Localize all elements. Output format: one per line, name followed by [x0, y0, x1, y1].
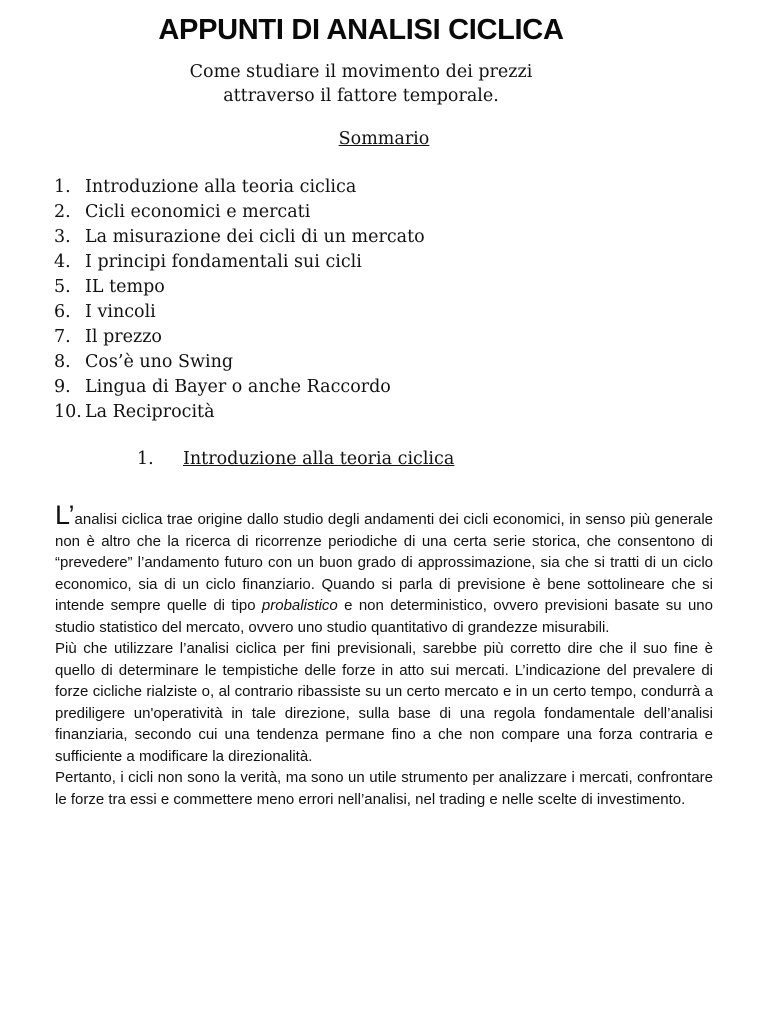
toc-item-number: 8.: [54, 352, 71, 372]
toc-item: [54, 400, 425, 425]
subtitle-line-1: Come studiare il movimento dei prezzi: [189, 62, 533, 82]
toc-item-number: 3.: [54, 227, 71, 247]
toc-item-label: La misurazione dei cicli di un mercato: [85, 227, 425, 247]
toc-item-number: 4.: [54, 252, 71, 272]
toc-item-label: I principi fondamentali sui cicli: [85, 252, 362, 272]
paragraph: [55, 500, 713, 638]
toc-item: [54, 275, 425, 300]
toc-item: [54, 300, 425, 325]
toc-item-number: 5.: [54, 277, 71, 297]
toc-item-number: 6.: [54, 302, 71, 322]
toc-item-label: Introduzione alla teoria ciclica: [85, 177, 357, 197]
toc-item-number: 1.: [54, 177, 71, 197]
toc-item: [54, 375, 425, 400]
toc-item-label: Cos’è uno Swing: [85, 352, 234, 372]
paragraph-text: e non deterministico, ovvero previsioni basate su uno studio statistico del mercato, ovvero uno studio quantitativo di grandezze misurabili.: [55, 597, 713, 636]
table-of-contents: [54, 175, 425, 425]
paragraph: Più che utilizzare l’analisi ciclica per fini previsionali, sarebbe più corretto dire che il suo fine è quello di determinare le tempistiche delle forze in atto sui mercati. L’indicazione del prevalere di forze cicliche rialziste o, al contrario ribassiste su un certo mercato e in un certo tempo, condurrà a prediligere un'operatività in tale direzione, sulla base di una regola fondamentale dell’analisi finanziaria, secondo cui una tendenza permane fino a che non compare una forza contraria e sufficiente a modificare la direzionalità.: [55, 640, 713, 765]
toc-item: [54, 250, 425, 275]
section-body: [55, 500, 713, 810]
toc-item: [54, 175, 425, 200]
toc-item: [54, 225, 425, 250]
toc-item-label: I vincoli: [85, 302, 156, 322]
toc-item-number: 9.: [54, 377, 71, 397]
toc-item-number: 10.: [54, 402, 82, 422]
emphasis-text: probalistico: [261, 597, 338, 614]
subtitle-line-2: attraverso il fattore temporale.: [223, 86, 499, 106]
toc-item-number: 7.: [54, 327, 71, 347]
section-title: Introduzione alla teoria ciclica: [183, 449, 455, 469]
toc-item-label: IL tempo: [85, 277, 165, 297]
document-title: APPUNTI DI ANALISI CICLICA: [158, 14, 564, 46]
drop-cap: L’: [55, 500, 75, 530]
toc-item-label: La Reciprocità: [85, 402, 215, 422]
section-number: 1.: [137, 449, 154, 469]
toc-item: [54, 350, 425, 375]
paragraph-text: analisi ciclica trae origine dallo studio degli andamenti dei cicli economici, in senso più generale non è altro che la ricerca di ricorrenze periodiche di una certa serie storica, che consentono di “prevedere” l’andamento futuro con un buon grado di approssimazione, sia che si tratti di un ciclo economico, sia di un ciclo finanziario. Quando si parla di previsione è bene sottolineare che si intende sempre quelle di tipo: [55, 511, 713, 614]
toc-item-label: Lingua di Bayer o anche Raccordo: [85, 377, 391, 397]
toc-item-label: Il prezzo: [85, 327, 162, 347]
document-subtitle: [0, 60, 722, 108]
toc-item-number: 2.: [54, 202, 71, 222]
toc-item-label: Cicli economici e mercati: [85, 202, 311, 222]
summary-heading: Sommario: [338, 129, 430, 149]
toc-item: [54, 200, 425, 225]
paragraph: Pertanto, i cicli non sono la verità, ma sono un utile strumento per analizzare i mercati, confrontare le forze tra essi e commettere meno errori nell’analisi, nel trading e nelle scelte di investimento.: [55, 769, 713, 808]
section-heading: [137, 449, 454, 469]
toc-item: [54, 325, 425, 350]
